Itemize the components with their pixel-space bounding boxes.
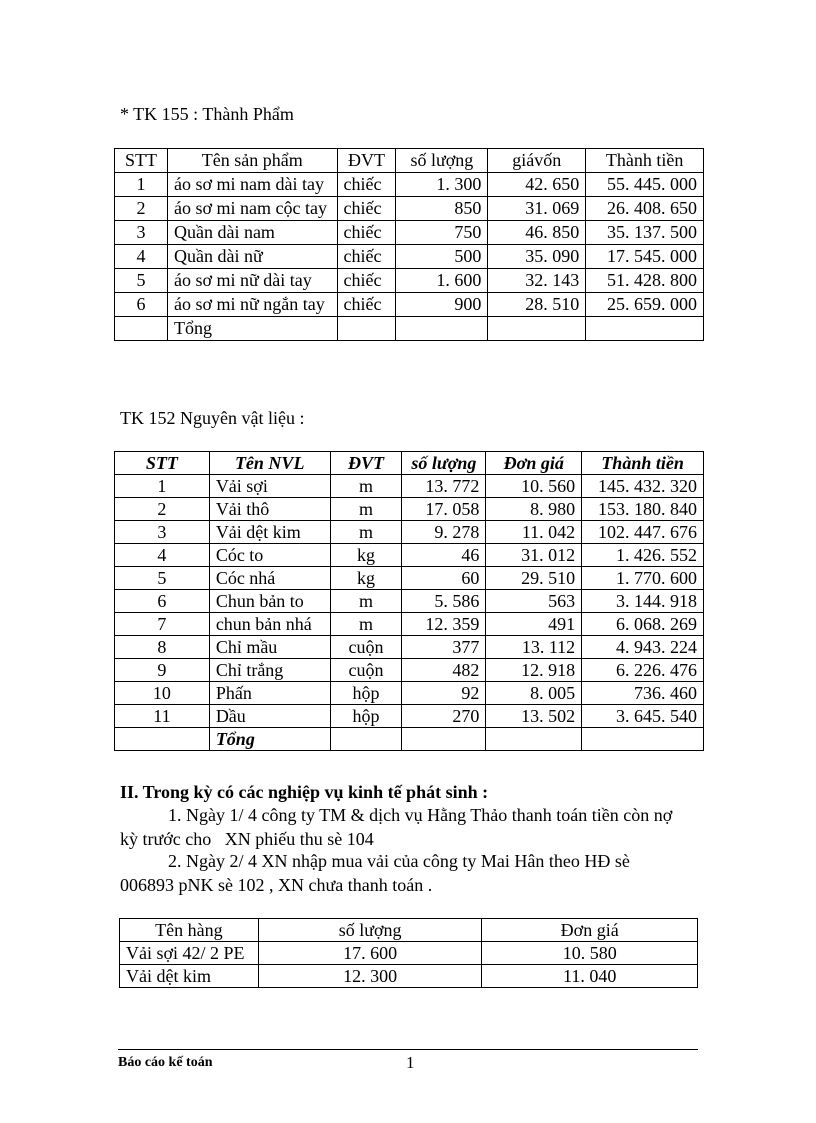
cell-name: chun bản nhá xyxy=(209,613,330,636)
cell-price: 13. 112 xyxy=(486,636,582,659)
cell-total: 55. 445. 000 xyxy=(586,173,704,197)
cell-total: 102. 447. 676 xyxy=(582,521,704,544)
cell-dvt: m xyxy=(330,475,402,498)
cell-dvt: m xyxy=(330,613,402,636)
cell-total: 145. 432. 320 xyxy=(582,475,704,498)
cell-name: Vải thô xyxy=(209,498,330,521)
cell-stt: 5 xyxy=(115,269,168,293)
table-row xyxy=(115,173,704,197)
col-header: STT xyxy=(115,149,168,173)
table-row xyxy=(115,269,704,293)
item2-line2: 006893 pNK sè 102 , XN chưa thanh toán . xyxy=(120,875,433,895)
cell-dvt: hộp xyxy=(330,705,402,728)
cell-dvt: chiếc xyxy=(337,221,396,245)
cell-dvt: chiếc xyxy=(337,197,396,221)
item1-line2: kỳ trước cho XN phiếu thu sè 104 xyxy=(120,829,374,849)
cell-stt: 2 xyxy=(115,498,210,521)
cell-qty: 17. 058 xyxy=(402,498,486,521)
col-header: Tên NVL xyxy=(209,452,330,475)
footer-title: Báo cáo kế toán xyxy=(118,1055,213,1070)
cell-dvt: chiếc xyxy=(337,245,396,269)
cell-price: 46. 850 xyxy=(488,221,586,245)
cell-dvt: chiếc xyxy=(337,173,396,197)
table-row xyxy=(115,590,704,613)
table-row xyxy=(115,498,704,521)
cell-total: 6. 068. 269 xyxy=(582,613,704,636)
cell-total: 51. 428. 800 xyxy=(586,269,704,293)
table-header-row xyxy=(115,149,704,173)
table-row xyxy=(115,705,704,728)
cell-price: 11. 042 xyxy=(486,521,582,544)
table-header-row xyxy=(115,452,704,475)
col-header: ĐVT xyxy=(330,452,402,475)
cell-name: áo sơ mi nam cộc tay xyxy=(167,197,337,221)
col-header: số lượng xyxy=(402,452,486,475)
cell-stt: 10 xyxy=(115,682,210,705)
cell-total: 17. 545. 000 xyxy=(586,245,704,269)
cell-stt: 6 xyxy=(115,590,210,613)
cell-qty: 5. 586 xyxy=(402,590,486,613)
table-row xyxy=(120,942,698,965)
cell-price: 42. 650 xyxy=(488,173,586,197)
section2-heading: II. Trong kỳ có các nghiệp vụ kinh tế phát sinh : xyxy=(120,782,489,802)
cell-qty: 270 xyxy=(402,705,486,728)
cell-price: 32. 143 xyxy=(488,269,586,293)
cell-dvt: m xyxy=(330,521,402,544)
cell-name: Vải dệt kim xyxy=(209,521,330,544)
cell-qty: 12. 359 xyxy=(402,613,486,636)
cell-total: 736. 460 xyxy=(582,682,704,705)
item1-line1: 1. Ngày 1/ 4 công ty TM & dịch vụ Hằng Thảo thanh toán tiền còn nợ xyxy=(168,805,673,825)
cell-price: 29. 510 xyxy=(486,567,582,590)
cell-name: áo sơ mi nam dài tay xyxy=(167,173,337,197)
cell-stt: 11 xyxy=(115,705,210,728)
cell-name: Cóc to xyxy=(209,544,330,567)
col-header: Thành tiền xyxy=(586,149,704,173)
cell-qty: 92 xyxy=(402,682,486,705)
cell-qty: 750 xyxy=(396,221,488,245)
table-row xyxy=(115,521,704,544)
cell-name: Vải sợi xyxy=(209,475,330,498)
tk152-table xyxy=(114,451,704,751)
cell-price: 28. 510 xyxy=(488,293,586,317)
cell-qty: 17. 600 xyxy=(258,942,482,965)
cell-price: 31. 012 xyxy=(486,544,582,567)
cell-stt: 8 xyxy=(115,636,210,659)
table-header-row xyxy=(120,919,698,942)
cell-qty: 1. 300 xyxy=(396,173,488,197)
cell-name: Chỉ mầu xyxy=(209,636,330,659)
cell-stt: 4 xyxy=(115,245,168,269)
cell-name: áo sơ mi nữ ngắn tay xyxy=(167,293,337,317)
table-row xyxy=(115,245,704,269)
cell-total: 25. 659. 000 xyxy=(586,293,704,317)
table-total-row xyxy=(115,317,704,341)
cell-total: 1. 426. 552 xyxy=(582,544,704,567)
cell-dvt: cuộn xyxy=(330,636,402,659)
cell-price: 12. 918 xyxy=(486,659,582,682)
cell-total: 4. 943. 224 xyxy=(582,636,704,659)
cell-total: 1. 770. 600 xyxy=(582,567,704,590)
total-label: Tổng xyxy=(209,728,330,751)
goods-table xyxy=(119,918,698,988)
cell-stt: 6 xyxy=(115,293,168,317)
cell-stt: 1 xyxy=(115,475,210,498)
cell-name: áo sơ mi nữ dài tay xyxy=(167,269,337,293)
page-number: 1 xyxy=(406,1053,415,1072)
cell-price: 31. 069 xyxy=(488,197,586,221)
cell-price: 11. 040 xyxy=(482,965,698,988)
table-row xyxy=(115,682,704,705)
cell-dvt: m xyxy=(330,590,402,613)
cell-price: 8. 980 xyxy=(486,498,582,521)
col-header: Đơn giá xyxy=(482,919,698,942)
cell-total: 6. 226. 476 xyxy=(582,659,704,682)
cell-dvt: kg xyxy=(330,544,402,567)
col-header: STT xyxy=(115,452,210,475)
table-row xyxy=(115,636,704,659)
table-row xyxy=(115,613,704,636)
cell-stt: 3 xyxy=(115,221,168,245)
cell-price: 10. 560 xyxy=(486,475,582,498)
cell-name: Chỉ trắng xyxy=(209,659,330,682)
cell-qty: 482 xyxy=(402,659,486,682)
col-header: giávốn xyxy=(488,149,586,173)
col-header: Tên sản phẩm xyxy=(167,149,337,173)
cell-qty: 12. 300 xyxy=(258,965,482,988)
cell-dvt: m xyxy=(330,498,402,521)
table-row xyxy=(115,293,704,317)
cell-price: 8. 005 xyxy=(486,682,582,705)
col-header: Tên hàng xyxy=(120,919,259,942)
tk155-heading: * TK 155 : Thành Phẩm xyxy=(120,104,294,124)
cell-total: 3. 144. 918 xyxy=(582,590,704,613)
cell-name: Quần dài nữ xyxy=(167,245,337,269)
col-header: Đơn giá xyxy=(486,452,582,475)
cell-dvt: cuộn xyxy=(330,659,402,682)
cell-total: 153. 180. 840 xyxy=(582,498,704,521)
cell-stt: 7 xyxy=(115,613,210,636)
col-header: ĐVT xyxy=(337,149,396,173)
cell-dvt: chiếc xyxy=(337,293,396,317)
table-row xyxy=(115,221,704,245)
col-header: số lượng xyxy=(396,149,488,173)
table-row xyxy=(120,965,698,988)
cell-dvt: hộp xyxy=(330,682,402,705)
cell-dvt: kg xyxy=(330,567,402,590)
cell-name: Phấn xyxy=(209,682,330,705)
table-row xyxy=(115,475,704,498)
cell-qty: 850 xyxy=(396,197,488,221)
cell-qty: 9. 278 xyxy=(402,521,486,544)
cell-name: Vải dệt kim xyxy=(120,965,259,988)
cell-stt: 9 xyxy=(115,659,210,682)
cell-price: 491 xyxy=(486,613,582,636)
tk155-table xyxy=(114,148,704,341)
cell-price: 35. 090 xyxy=(488,245,586,269)
table-row xyxy=(115,544,704,567)
cell-stt: 4 xyxy=(115,544,210,567)
cell-price: 563 xyxy=(486,590,582,613)
cell-qty: 46 xyxy=(402,544,486,567)
footer-rule xyxy=(118,1049,698,1050)
item2-line1: 2. Ngày 2/ 4 XN nhập mua vải của công ty Mai Hân theo HĐ sè xyxy=(168,851,630,871)
cell-stt: 3 xyxy=(115,521,210,544)
col-header: Thành tiền xyxy=(582,452,704,475)
table-row xyxy=(115,659,704,682)
cell-total: 35. 137. 500 xyxy=(586,221,704,245)
table-row xyxy=(115,567,704,590)
cell-name: Cóc nhá xyxy=(209,567,330,590)
col-header: số lượng xyxy=(258,919,482,942)
cell-dvt: chiếc xyxy=(337,269,396,293)
cell-price: 10. 580 xyxy=(482,942,698,965)
total-label: Tổng xyxy=(167,317,337,341)
cell-qty: 1. 600 xyxy=(396,269,488,293)
cell-price: 13. 502 xyxy=(486,705,582,728)
table-row xyxy=(115,197,704,221)
cell-qty: 13. 772 xyxy=(402,475,486,498)
cell-name: Vải sợi 42/ 2 PE xyxy=(120,942,259,965)
cell-total: 3. 645. 540 xyxy=(582,705,704,728)
cell-qty: 500 xyxy=(396,245,488,269)
cell-stt: 2 xyxy=(115,197,168,221)
cell-stt: 5 xyxy=(115,567,210,590)
cell-name: Quần dài nam xyxy=(167,221,337,245)
cell-qty: 60 xyxy=(402,567,486,590)
cell-total: 26. 408. 650 xyxy=(586,197,704,221)
cell-qty: 900 xyxy=(396,293,488,317)
cell-name: Dầu xyxy=(209,705,330,728)
table-total-row xyxy=(115,728,704,751)
cell-qty: 377 xyxy=(402,636,486,659)
tk152-heading: TK 152 Nguyên vật liệu : xyxy=(120,408,305,428)
cell-stt: 1 xyxy=(115,173,168,197)
cell-name: Chun bản to xyxy=(209,590,330,613)
